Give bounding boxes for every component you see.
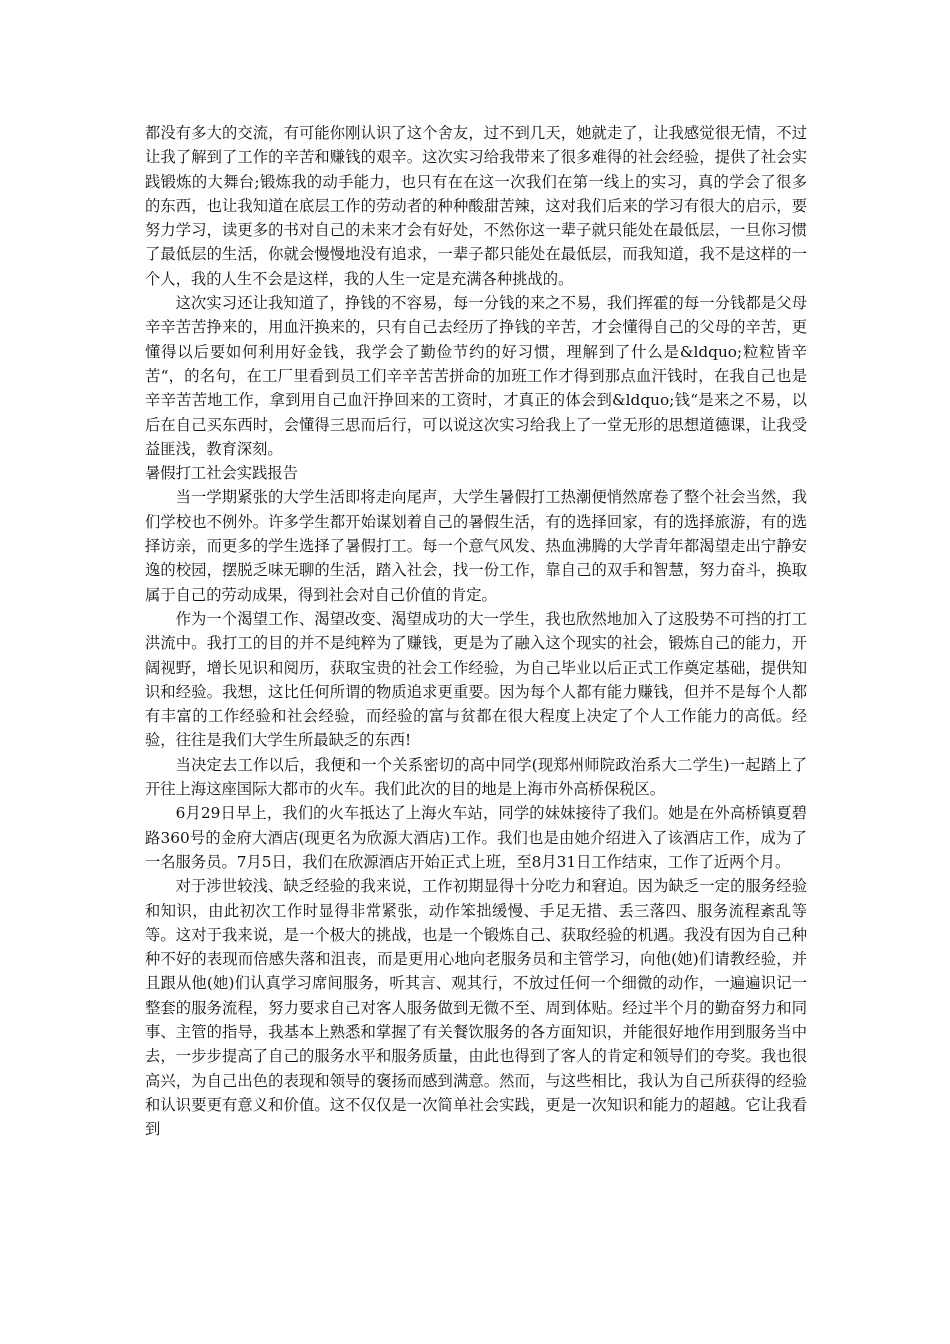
paragraph-purpose: 作为一个渴望工作、渴望改变、渴望成功的大一学生，我也欣然地加入了这股势不可挡的打工洪流中。我打工的目的并不是纯粹为了赚钱，更是为了融入这个现实的社会，锻炼自己的能力，开阔视野，增长见识和阅历，获取宝贵的社会工作经验，为自己毕业以后正式工作奠定基础，提供知识和经验。我想，这比任何所谓的物质追求更重要。因为每个人都有能力赚钱，但并不是每个人都有丰富的工作经验和社会经验，而经验的富与贫都在很大程度上决定了个人工作能力的高低。经验，往往是我们大学生所最缺乏的东西!: [145, 609, 807, 750]
paragraph-work-experience: 对于涉世较浅、缺乏经验的我来说，工作初期显得十分吃力和窘迫。因为缺乏一定的服务经验和知识，由此初次工作时显得非常紧张，动作笨拙缓慢、手足无措、丢三落四、服务流程紊乱等等。这对于我来说，是一个极大的挑战，也是一个锻炼自己、获取经验的机遇。我没有因为自己种种不好的表现而倍感失落和沮丧，而是更用心地向老服务员和主管学习，向他(她)们请教经验，并且跟从他(她)们认真学习席间服务，听其言、观其行，不放过任何一个细微的动作，一遍遍识记一整套的服务流程，努力要求自己对客人服务做到无微不至、周到体贴。经过半个月的勤奋努力和同事、主管的指导，我基本上熟悉和掌握了有关餐饮服务的各方面知识，并能很好地作用到服务当中去，一步步提高了自己的服务水平和服务质量，由此也得到了客人的肯定和领导们的夸奖。我也很高兴，为自己出色的表现和领导的褒扬而感到满意。然而，与这些相比，我认为自己所获得的经验和认识要更有意义和价值。这不仅仅是一次简单社会实践，更是一次知识和能力的超越。它让我看到: [145, 877, 807, 1139]
paragraph-continued: 都没有多大的交流，有可能你刚认识了这个舍友，过不到几天，她就走了，让我感觉很无情，不过让我了解到了工作的辛苦和赚钱的艰辛。这次实习给我带来了很多难得的社会经验，提供了社会实践锻炼的大舞台;锻炼我的动手能力，也只有在在这一次我们在第一线上的实习，真的学会了很多的东西，也让我知道在底层工作的劳动者的种种酸甜苦辣，这对我们后来的学习有很大的启示，要努力学习，读更多的书对自己的未来才会有好处，不然你这一辈子就只能处在最低层，一旦你习惯了最低层的生活，你就会慢慢地没有追求，一辈子都只能处在最低层，而我知道，我不是这样的一个人，我的人生不会是这样，我的人生一定是充满各种挑战的。: [145, 124, 807, 288]
paragraph-earning-money: 这次实习还让我知道了，挣钱的不容易，每一分钱的来之不易，我们挥霍的每一分钱都是父母辛辛苦苦挣来的，用血汗换来的，只有自己去经历了挣钱的辛苦，才会懂得自己的父母的辛苦，更懂得以后要如何利用好金钱，我学会了勤俭节约的好习惯，理解到了什么是&ldquo;粒粒皆辛苦“，的名句，在工厂里看到员工们辛辛苦苦拼命的加班工作才得到那点血汗钱时，在我自己也是辛辛苦苦地工作，拿到用自己血汗挣回来的工资时，才真正的体会到&ldquo;钱“是来之不易，以后在自己买东西时，会懂得三思而后行，可以说这次实习给我上了一堂无形的思想道德课，让我受益匪浅，教育深刻。: [145, 294, 807, 458]
paragraph-arrival: 6月29日早上，我们的火车抵达了上海火车站，同学的妹妹接待了我们。她是在外高桥镇夏碧路360号的金府大酒店(现更名为欣源大酒店)工作。我们也是由她介绍进入了该酒店工作，成为了一名服务员。7月5日，我们在欣源酒店开始正式上班，至8月31日工作结束，工作了近两个月。: [145, 804, 807, 871]
document-page: [145, 121, 807, 1141]
paragraph-summer-intro: 当一学期紧张的大学生活即将走向尾声，大学生暑假打工热潮便悄然席卷了整个社会当然，我们学校也不例外。许多学生都开始谋划着自己的暑假生活，有的选择回家，有的选择旅游，有的选择访亲，而更多的学生选择了暑假打工。每一个意气风发、热血沸腾的大学青年都渴望走出宁静安逸的校园，摆脱乏味无聊的生活，踏入社会，找一份工作，靠自己的双手和智慧，努力奋斗，换取属于自己的劳动成果，得到社会对自己价值的肯定。: [145, 488, 807, 604]
section-title: 暑假打工社会实践报告: [145, 464, 298, 483]
paragraph-departure: 当决定去工作以后，我便和一个关系密切的高中同学(现郑州师院政治系大二学生)一起踏上了开往上海这座国际大都市的火车。我们此次的目的地是上海市外高桥保税区。: [145, 755, 807, 799]
